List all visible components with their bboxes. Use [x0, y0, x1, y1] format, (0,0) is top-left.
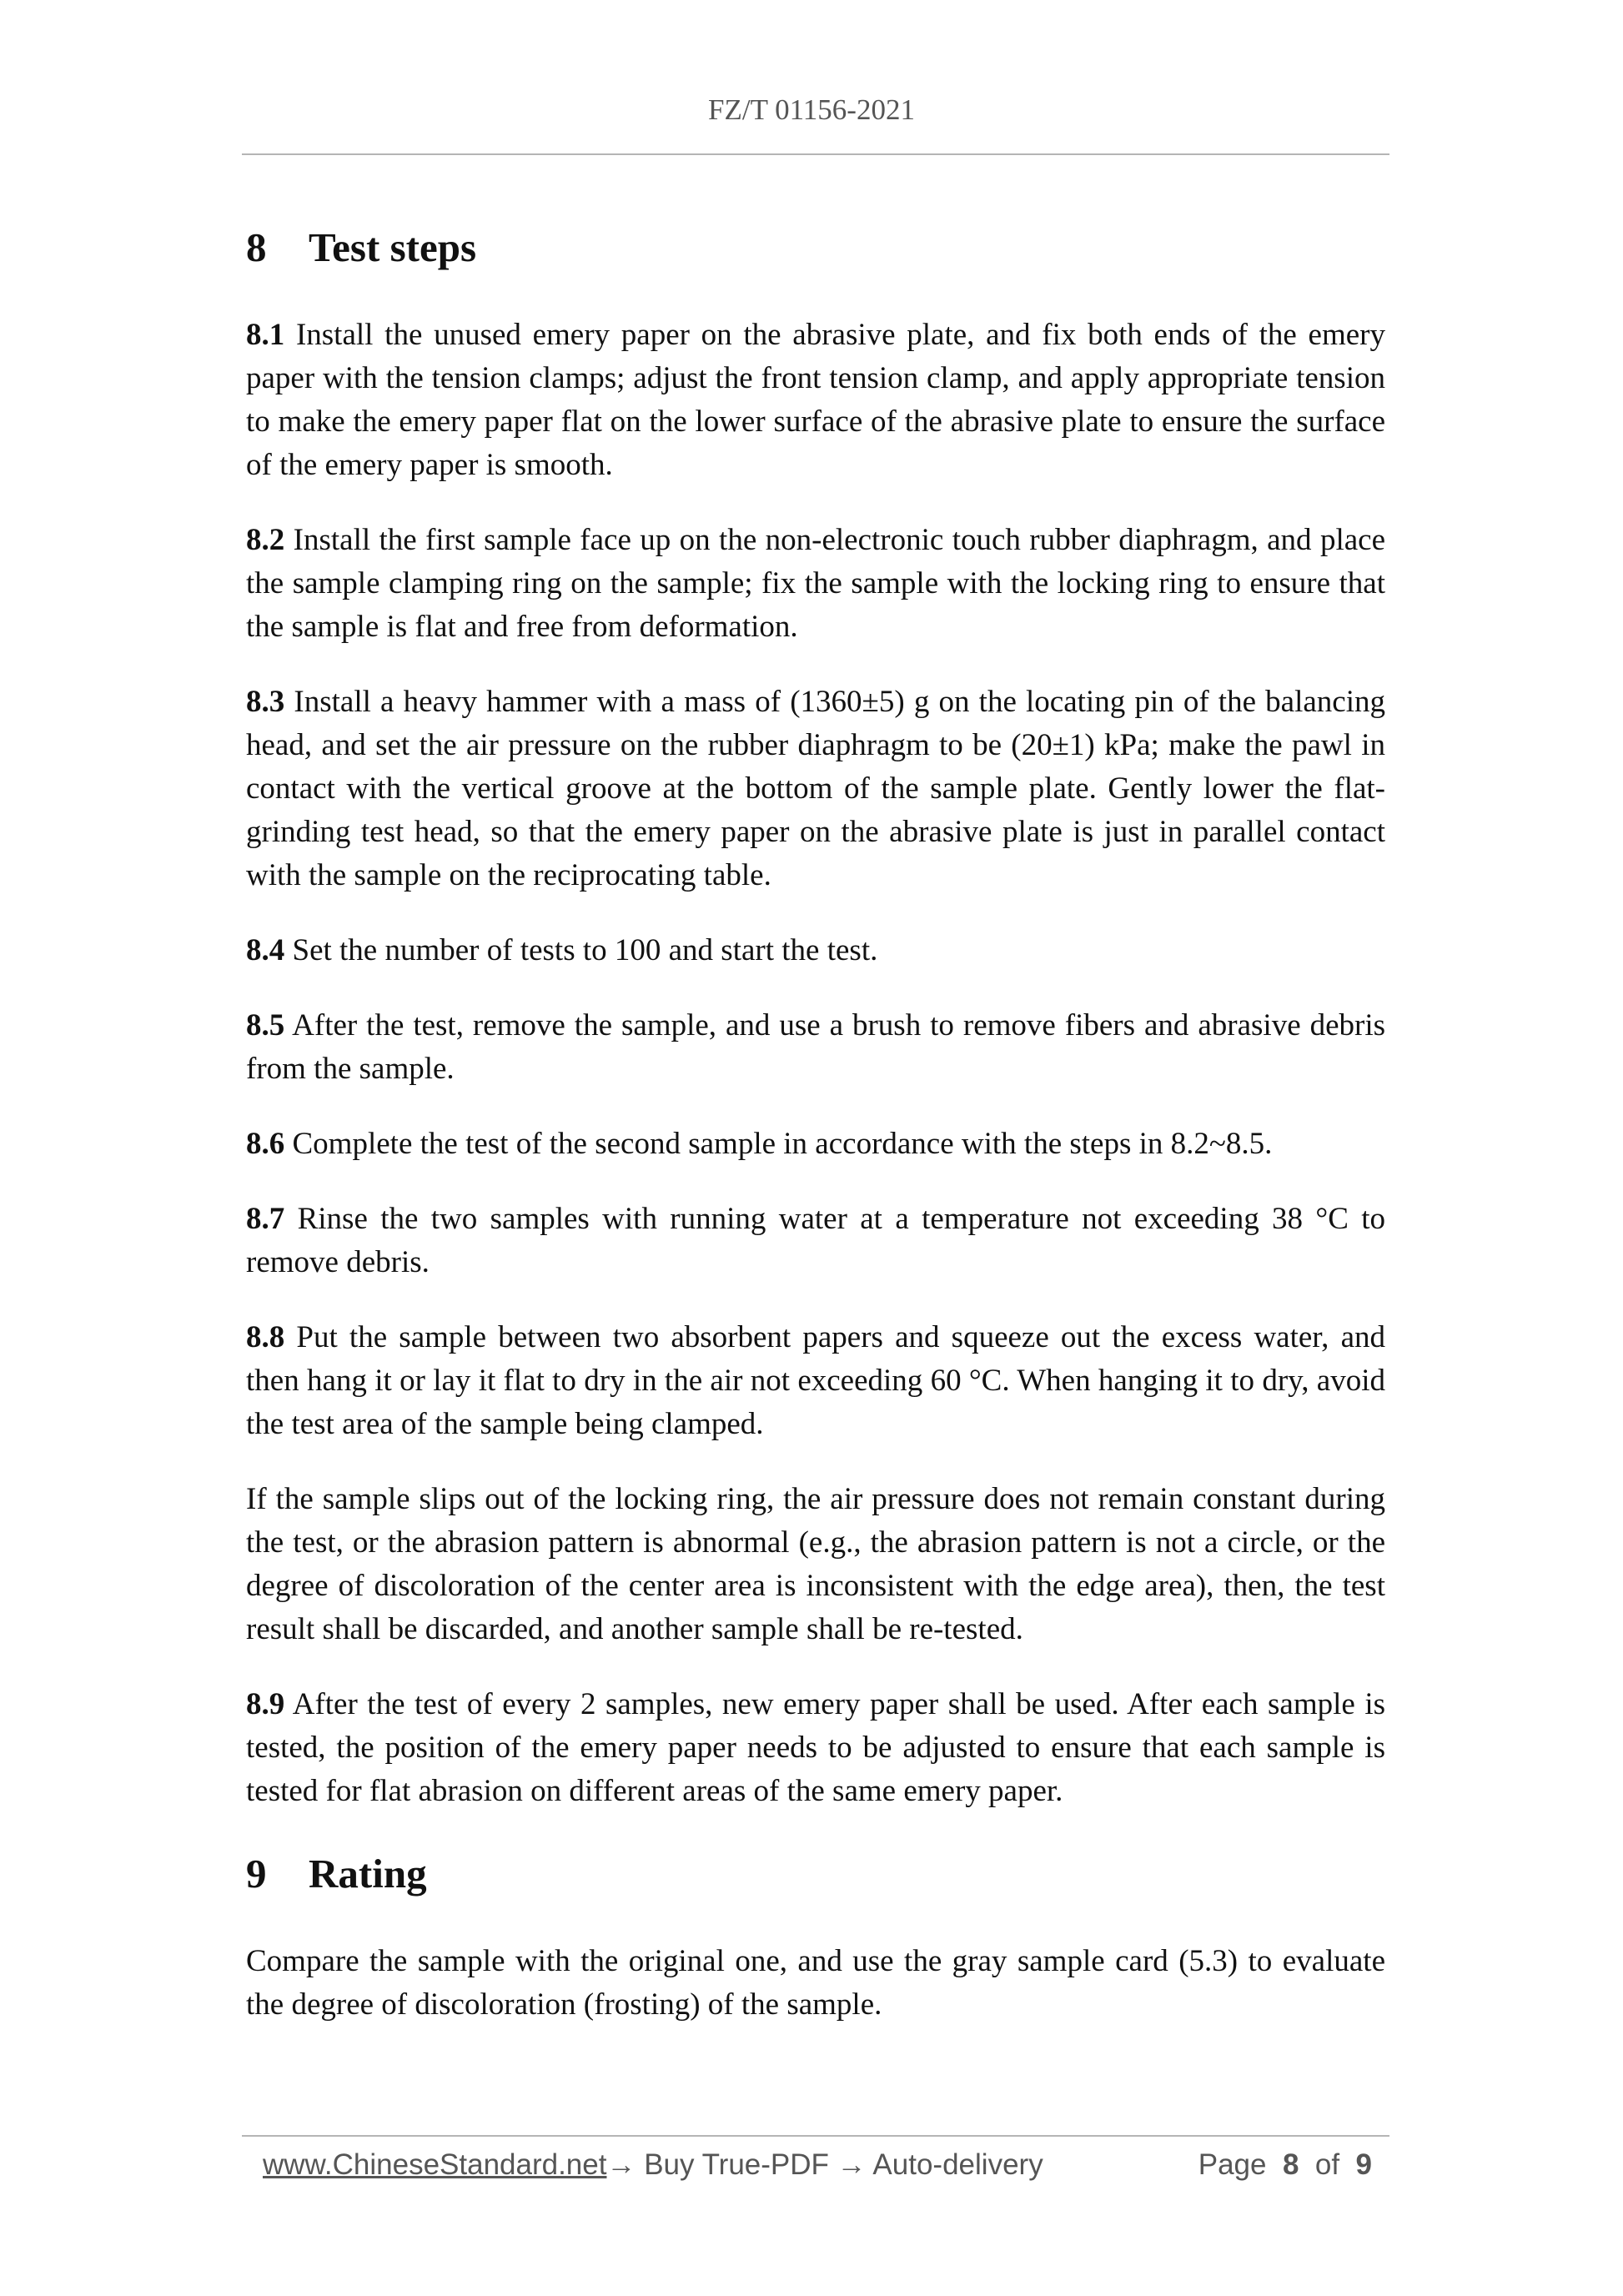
- footer-left: [263, 2148, 1043, 2182]
- clause-number: 8.7: [246, 1202, 285, 1236]
- paragraph-8-2: [246, 519, 1385, 649]
- clause-number: 8.6: [246, 1127, 285, 1161]
- clause-text: Install the unused emery paper on the abrasive plate, and fix both ends of the emery paper with the tension clamps; adjust the front tension clamp, and apply appropriate tension to make the emery paper flat on the lower surface of the abrasive plate to ensure the surface of the emery paper is smooth.: [246, 318, 1385, 482]
- clause-text: Complete the test of the second sample in accordance with the steps in 8.2~8.5.: [284, 1127, 1273, 1161]
- page-content: [246, 219, 1385, 2058]
- clause-text: If the sample slips out of the locking ring, the air pressure does not remain constant during the test, or the abrasion pattern is abnormal (e.g., the abrasion pattern is not a circle, or the degree of discoloration of the center area is inconsistent with the edge area), then, the test result shall be discarded, and another sample shall be re-tested.: [246, 1482, 1385, 1646]
- clause-text: After the test, remove the sample, and use a brush to remove fibers and abrasive debris from the sample.: [246, 1008, 1385, 1086]
- paragraph-8-7: [246, 1198, 1385, 1284]
- page-of: of: [1314, 2148, 1340, 2181]
- header-divider: [242, 153, 1389, 155]
- clause-number: 8.9: [246, 1687, 285, 1721]
- section-8-number: 8: [246, 224, 267, 270]
- clause-text: Set the number of tests to 100 and start the test.: [284, 933, 878, 967]
- section-9-heading: [246, 1845, 1385, 1903]
- document-code: FZ/T 01156-2021: [708, 93, 915, 126]
- page-current: 8: [1282, 2148, 1299, 2181]
- clause-number: 8.1: [246, 318, 285, 352]
- clause-text: Install a heavy hammer with a mass of (1360±5) g on the locating pin of the balancing head, and set the air pressure on the rubber diaphragm to be (20±1) kPa; make the pawl in contact with the vertical groove at the bottom of the sample plate. Gently lower the flat-grinding test head, so that the emery paper on the abrasive plate is just in parallel contact with the sample on the reciprocating table.: [246, 685, 1385, 892]
- paragraph-9: Compare the sample with the original one, and use the gray sample card (5.3) to evaluate the degree of discoloration (frosting) of the sample.: [246, 1944, 1385, 2022]
- page-number: [1198, 2148, 1372, 2182]
- buy-pdf-text: Buy True-PDF: [636, 2148, 837, 2181]
- auto-delivery-text: Auto-delivery: [866, 2148, 1043, 2181]
- clause-text: Install the first sample face up on the non-electronic touch rubber diaphragm, and place the sample clamping ring on the sample; fix the sample with the locking ring to ensure that the sample is flat and free from deformation.: [246, 523, 1385, 644]
- clause-number: 8.5: [246, 1008, 285, 1042]
- clause-number: 8.8: [246, 1320, 285, 1354]
- page-label: Page: [1198, 2148, 1267, 2181]
- website-link[interactable]: www.ChineseStandard.net: [263, 2148, 607, 2181]
- section-8-title: Test steps: [309, 224, 477, 270]
- clause-text: Rinse the two samples with running water at a temperature not exceeding 38 °C to remove debris.: [246, 1202, 1385, 1279]
- paragraph-8-5: [246, 1004, 1385, 1091]
- paragraph-8-9: [246, 1683, 1385, 1813]
- page-footer: [263, 2148, 1372, 2198]
- clause-text: Put the sample between two absorbent papers and squeeze out the excess water, and then hang it or lay it flat to dry in the air not exceeding 60 °C. When hanging it to dry, avoid the test area of the sample being clamped.: [246, 1320, 1385, 1441]
- arrow-right-icon: →: [837, 2148, 867, 2181]
- paragraph-8-1: [246, 314, 1385, 487]
- paragraph-8-8: [246, 1316, 1385, 1446]
- paragraph-8-8-note: [246, 1478, 1385, 1651]
- paragraph-8-4: [246, 929, 1385, 972]
- page-total: 9: [1355, 2148, 1372, 2181]
- section-9-title: Rating: [309, 1851, 427, 1897]
- footer-divider: [242, 2135, 1389, 2137]
- clause-number: 8.2: [246, 523, 285, 557]
- paragraph-8-3: [246, 681, 1385, 897]
- section-8-heading: [246, 219, 1385, 277]
- section-9-number: 9: [246, 1851, 267, 1897]
- paragraph-8-6: [246, 1123, 1385, 1166]
- arrow-right-icon: →: [606, 2148, 636, 2181]
- clause-number: 8.4: [246, 933, 285, 967]
- clause-text: After the test of every 2 samples, new emery paper shall be used. After each sample is tested, the position of the emery paper needs to be adjusted to ensure that each sample is tested for flat abrasion on different areas of the same emery paper.: [246, 1687, 1385, 1808]
- clause-number: 8.3: [246, 685, 285, 719]
